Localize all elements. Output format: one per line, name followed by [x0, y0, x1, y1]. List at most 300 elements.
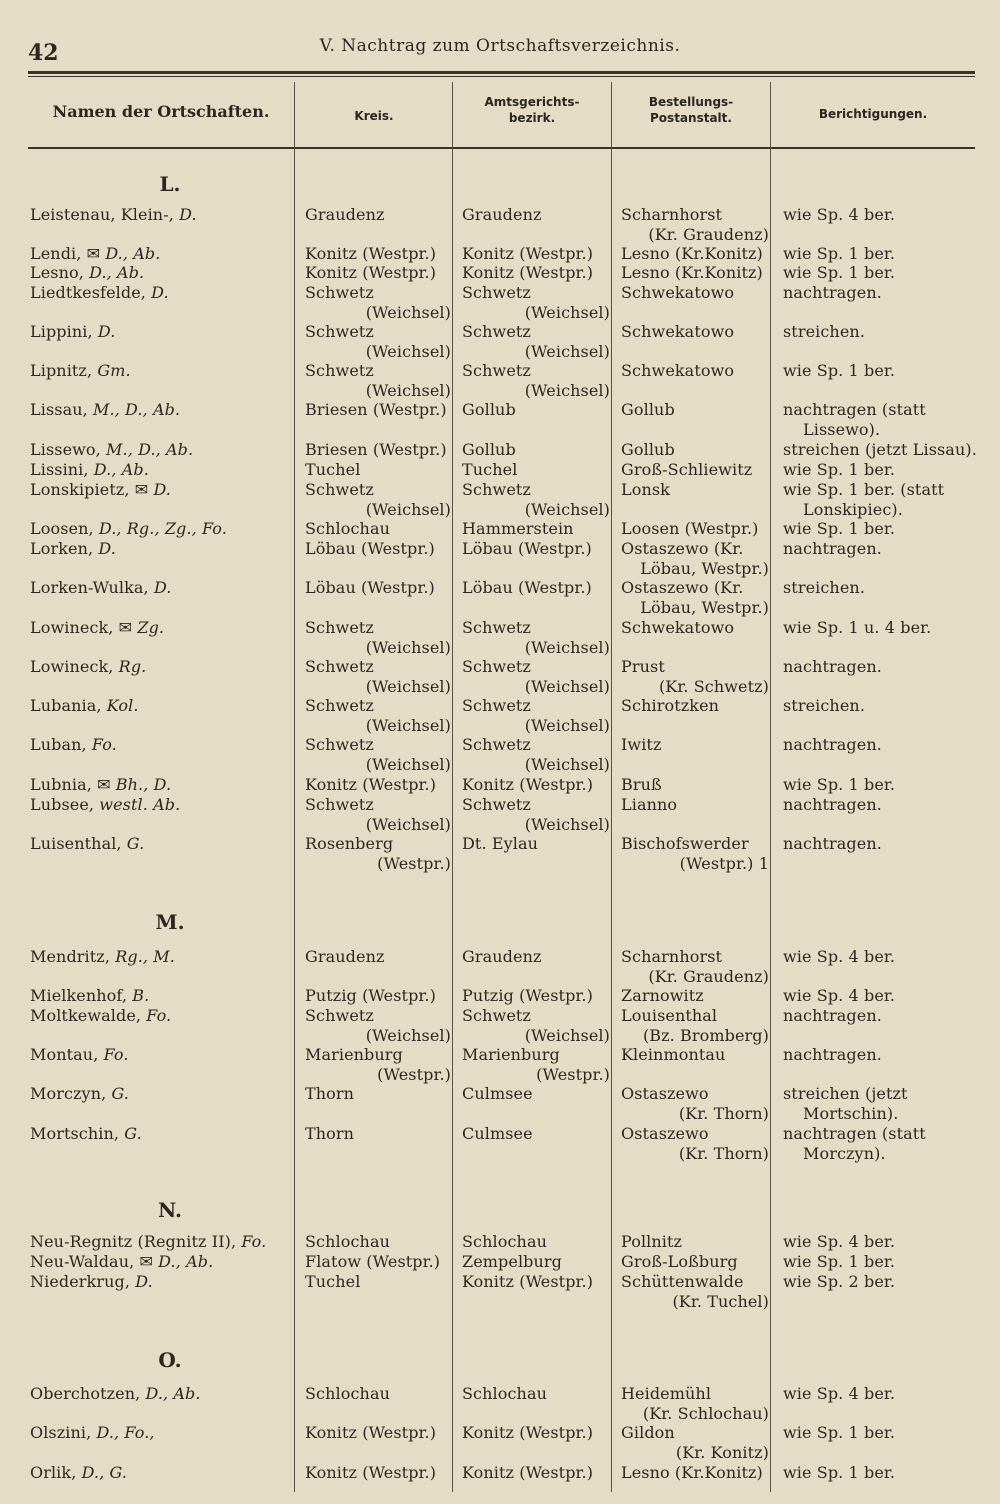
- cell-line: Kleinmontau: [621, 1045, 726, 1064]
- cell-line: Schwekatowo: [621, 283, 735, 302]
- postanstalt-cell: [621, 322, 769, 342]
- place-name-cell: [30, 539, 116, 559]
- cell-line: nachtragen.: [783, 539, 882, 558]
- cell-line: Schlochau: [462, 1384, 547, 1403]
- kreis-cell: [305, 322, 451, 361]
- kreis-cell: [305, 618, 451, 657]
- postanstalt-cell: [621, 1006, 769, 1045]
- place-type: D., Rg., Zg., Fo.: [98, 519, 227, 538]
- amtsgericht-cell: [462, 244, 610, 264]
- cell-line: Schwetz: [305, 480, 374, 499]
- amtsgericht-cell: [462, 947, 610, 967]
- kreis-cell: [305, 1272, 451, 1292]
- column-divider: [294, 82, 295, 1492]
- kreis-cell: [305, 1045, 451, 1084]
- cell-line: Morczyn).: [803, 1143, 886, 1163]
- place-name: Neu-Waldau, ✉: [30, 1252, 159, 1271]
- cell-line: (Weichsel): [365, 341, 451, 361]
- berichtigung-cell: [783, 735, 882, 755]
- place-type: Rg., M.: [115, 947, 175, 966]
- cell-line: Culmsee: [462, 1084, 533, 1103]
- cell-line: Konitz (Westpr.): [462, 1423, 594, 1442]
- postanstalt-cell: [621, 1124, 769, 1163]
- place-name: Lubania,: [30, 696, 107, 715]
- cell-line: Lonskipiec).: [803, 499, 903, 519]
- place-name: Montau,: [30, 1045, 104, 1064]
- cell-line: Graudenz: [462, 205, 542, 224]
- amtsgericht-cell: [462, 618, 610, 657]
- berichtigung-cell: [783, 775, 895, 795]
- berichtigung-cell: [783, 1463, 895, 1483]
- cell-line: Zarnowitz: [621, 986, 704, 1005]
- cell-line: (Weichsel): [524, 676, 610, 696]
- cell-line: Scharnhorst: [621, 205, 723, 224]
- cell-line: (Weichsel): [524, 302, 610, 322]
- header-bottom-rule: [28, 147, 975, 149]
- place-name-cell: [30, 986, 149, 1006]
- cell-line: (Weichsel): [365, 380, 451, 400]
- place-type: G.: [126, 834, 145, 853]
- cell-line: Schwetz: [462, 696, 531, 715]
- table-row: [0, 947, 1000, 986]
- place-name-cell: [30, 1384, 201, 1404]
- cell-line: (Weichsel): [365, 302, 451, 322]
- amtsgericht-cell: [462, 834, 610, 854]
- cell-line: Bischofswerder: [621, 834, 749, 853]
- kreis-cell: [305, 1232, 451, 1252]
- cell-line: Löbau (Westpr.): [462, 539, 592, 558]
- table-row: [0, 735, 1000, 774]
- cell-line: Loosen (Westpr.): [621, 519, 759, 538]
- cell-line: Löbau, Westpr.): [640, 597, 769, 617]
- cell-line: Schwetz: [305, 696, 374, 715]
- cell-line: Löbau (Westpr.): [305, 539, 435, 558]
- cell-line: Konitz (Westpr.): [462, 1272, 594, 1291]
- place-name-cell: [30, 1252, 213, 1272]
- place-name-cell: [30, 283, 169, 303]
- place-name-cell: [30, 947, 175, 967]
- cell-line: Gollub: [462, 440, 516, 459]
- cell-line: (Weichsel): [524, 499, 610, 519]
- cell-line: wie Sp. 1 ber.: [783, 460, 896, 479]
- cell-line: Schüttenwalde: [621, 1272, 744, 1291]
- cell-line: wie Sp. 4 ber.: [783, 1384, 896, 1403]
- amtsgericht-cell: [462, 1272, 610, 1292]
- cell-line: wie Sp. 4 ber.: [783, 205, 896, 224]
- cell-line: Marienburg: [462, 1045, 560, 1064]
- table-row: [0, 1384, 1000, 1423]
- table-row: [0, 696, 1000, 735]
- cell-line: Schwetz: [305, 735, 374, 754]
- amtsgericht-cell: [462, 460, 610, 480]
- cell-line: Pollnitz: [621, 1232, 683, 1251]
- cell-line: (Weichsel): [524, 1025, 610, 1045]
- cell-line: Schirotzken: [621, 696, 720, 715]
- cell-line: Schwekatowo: [621, 618, 735, 637]
- postanstalt-cell: [621, 460, 769, 480]
- place-name: Luisenthal,: [30, 834, 127, 853]
- section-letter: N.: [158, 1198, 182, 1222]
- berichtigung-cell: [783, 1272, 895, 1292]
- place-name-cell: [30, 480, 171, 500]
- berichtigung-cell: [783, 480, 944, 519]
- cell-line: wie Sp. 1 u. 4 ber.: [783, 618, 932, 637]
- cell-line: (Weichsel): [524, 637, 610, 657]
- kreis-cell: [305, 519, 451, 539]
- cell-line: Lonsk: [621, 480, 670, 499]
- cell-line: streichen (jetzt Lissau).: [783, 440, 977, 459]
- kreis-cell: [305, 480, 451, 519]
- kreis-cell: [305, 834, 451, 873]
- place-type: westl. Ab.: [99, 795, 181, 814]
- postanstalt-cell: [621, 1272, 769, 1311]
- cell-line: nachtragen.: [783, 1045, 882, 1064]
- cell-line: (Weichsel): [365, 754, 451, 774]
- table-row: [0, 1272, 1000, 1311]
- amtsgericht-cell: [462, 1252, 610, 1272]
- berichtigung-cell: [783, 519, 895, 539]
- place-type: Fo.: [103, 1045, 129, 1064]
- place-name: Lorken-Wulka,: [30, 578, 154, 597]
- cell-line: nachtragen.: [783, 795, 882, 814]
- column-header-post: Bestellungs- Postanstalt.: [648, 95, 734, 125]
- berichtigung-cell: [783, 205, 895, 225]
- amtsgericht-cell: [462, 400, 610, 420]
- amtsgericht-cell: [462, 539, 610, 559]
- place-name: Lissewo,: [30, 440, 107, 459]
- amtsgericht-cell: [462, 696, 610, 735]
- cell-line: Schwetz: [462, 657, 531, 676]
- cell-line: Graudenz: [305, 947, 385, 966]
- amtsgericht-cell: [462, 480, 610, 519]
- place-name: Lorken,: [30, 539, 99, 558]
- cell-line: Schwetz: [305, 657, 374, 676]
- cell-line: Graudenz: [462, 947, 542, 966]
- cell-line: (Westpr.): [536, 1064, 610, 1084]
- berichtigung-cell: [783, 1384, 895, 1404]
- place-type: D., Ab.: [145, 1384, 201, 1403]
- cell-line: Scharnhorst: [621, 947, 723, 966]
- section-letter: L.: [159, 172, 181, 196]
- table-row: [0, 1252, 1000, 1271]
- cell-line: streichen.: [783, 322, 865, 341]
- place-name: Lissau,: [30, 400, 93, 419]
- cell-line: Lesno (Kr.Konitz): [621, 244, 763, 263]
- cell-line: Groß-Loßburg: [621, 1252, 738, 1271]
- cell-line: (Bz. Bromberg): [642, 1025, 769, 1045]
- cell-line: (Weichsel): [524, 754, 610, 774]
- kreis-cell: [305, 986, 451, 1006]
- place-type: D.: [97, 322, 116, 341]
- place-type: Rg.: [118, 657, 147, 676]
- place-name-cell: [30, 1045, 129, 1065]
- cell-line: Briesen (Westpr.): [305, 400, 447, 419]
- cell-line: (Weichsel): [365, 814, 451, 834]
- cell-line: Schwetz: [462, 322, 531, 341]
- cell-line: Schwetz: [462, 735, 531, 754]
- cell-line: Löbau (Westpr.): [305, 578, 435, 597]
- cell-line: Ostaszewo (Kr.: [621, 578, 744, 597]
- kreis-cell: [305, 205, 451, 225]
- page-number: 42: [28, 40, 59, 66]
- postanstalt-cell: [621, 440, 769, 460]
- place-name-cell: [30, 657, 146, 677]
- place-name-cell: [30, 519, 227, 539]
- place-type: M., D., Ab.: [106, 440, 194, 459]
- cell-line: Marienburg: [305, 1045, 403, 1064]
- place-type: D.: [179, 205, 197, 224]
- berichtigung-cell: [783, 657, 882, 677]
- table-row: [0, 322, 1000, 361]
- cell-line: Schwetz: [462, 795, 531, 814]
- cell-line: nachtragen (statt: [783, 1124, 926, 1143]
- table-row: [0, 834, 1000, 873]
- place-name-cell: [30, 578, 171, 598]
- table-row: [0, 986, 1000, 1005]
- postanstalt-cell: [621, 657, 769, 696]
- cell-line: Graudenz: [305, 205, 385, 224]
- amtsgericht-cell: [462, 322, 610, 361]
- cell-line: (Kr. Schlochau): [642, 1403, 769, 1423]
- cell-line: Culmsee: [462, 1124, 533, 1143]
- postanstalt-cell: [621, 244, 769, 264]
- cell-line: Konitz (Westpr.): [305, 244, 437, 263]
- berichtigung-cell: [783, 1084, 908, 1123]
- table-row: [0, 1124, 1000, 1163]
- place-name: Lipnitz,: [30, 361, 98, 380]
- place-type: Kol.: [106, 696, 139, 715]
- place-name: Luban,: [30, 735, 92, 754]
- berichtigung-cell: [783, 986, 895, 1006]
- berichtigung-cell: [783, 400, 926, 439]
- cell-line: Konitz (Westpr.): [305, 263, 437, 282]
- place-name-cell: [30, 1272, 153, 1292]
- berichtigung-cell: [783, 440, 977, 460]
- place-name: Lowineck, ✉: [30, 618, 138, 637]
- place-name: Lesno,: [30, 263, 90, 282]
- postanstalt-cell: [621, 834, 769, 873]
- place-type: D.: [135, 1272, 153, 1291]
- kreis-cell: [305, 361, 451, 400]
- cell-line: Briesen (Westpr.): [305, 440, 447, 459]
- cell-line: Schwetz: [462, 1006, 531, 1025]
- cell-line: wie Sp. 1 ber.: [783, 1463, 896, 1482]
- section-letter: O.: [158, 1348, 182, 1372]
- amtsgericht-cell: [462, 205, 610, 225]
- place-name: Leistenau, Klein-,: [30, 205, 180, 224]
- postanstalt-cell: [621, 986, 769, 1006]
- kreis-cell: [305, 1384, 451, 1404]
- berichtigung-cell: [783, 1232, 895, 1252]
- cell-line: (Weichsel): [365, 676, 451, 696]
- cell-line: (Westpr.): [377, 1064, 451, 1084]
- place-name-cell: [30, 1006, 171, 1026]
- place-type: D.: [153, 480, 171, 499]
- berichtigung-cell: [783, 1124, 926, 1163]
- kreis-cell: [305, 1463, 451, 1483]
- place-name-cell: [30, 361, 131, 381]
- cell-line: nachtragen.: [783, 283, 882, 302]
- kreis-cell: [305, 283, 451, 322]
- place-name: Lubsee,: [30, 795, 100, 814]
- berichtigung-cell: [783, 361, 895, 381]
- table-row: [0, 539, 1000, 578]
- cell-line: Löbau (Westpr.): [462, 578, 592, 597]
- cell-line: Bruß: [621, 775, 662, 794]
- column-divider: [452, 82, 453, 1492]
- cell-line: Zempelburg: [462, 1252, 563, 1271]
- cell-line: Ostaszewo: [621, 1084, 709, 1103]
- cell-line: nachtragen.: [783, 657, 882, 676]
- cell-line: Schlochau: [462, 1232, 547, 1251]
- place-type: Fo.: [91, 735, 117, 754]
- place-type: D.: [151, 283, 169, 302]
- place-name: Lissini,: [30, 460, 94, 479]
- kreis-cell: [305, 775, 451, 795]
- cell-line: nachtragen (statt: [783, 400, 926, 419]
- place-type: D., Ab.: [89, 263, 145, 282]
- postanstalt-cell: [621, 795, 769, 815]
- cell-line: wie Sp. 1 ber.: [783, 775, 896, 794]
- cell-line: wie Sp. 4 ber.: [783, 947, 896, 966]
- cell-line: (Weichsel): [524, 341, 610, 361]
- place-name-cell: [30, 1463, 127, 1483]
- amtsgericht-cell: [462, 1006, 610, 1045]
- place-name: Niederkrug,: [30, 1272, 136, 1291]
- cell-line: Schwekatowo: [621, 322, 735, 341]
- table-row: [0, 1232, 1000, 1251]
- cell-line: (Kr. Tuchel): [672, 1291, 769, 1311]
- postanstalt-cell: [621, 400, 769, 420]
- kreis-cell: [305, 1423, 451, 1443]
- cell-line: Schlochau: [305, 1384, 390, 1403]
- cell-line: Gollub: [621, 400, 675, 419]
- kreis-cell: [305, 657, 451, 696]
- place-type: Fo.: [241, 1232, 267, 1251]
- table-row: [0, 480, 1000, 519]
- cell-line: Schlochau: [305, 1232, 390, 1251]
- cell-line: Mortschin).: [803, 1103, 899, 1123]
- cell-line: (Westpr.): [377, 853, 451, 873]
- table-row: [0, 1045, 1000, 1084]
- postanstalt-cell: [621, 1463, 769, 1483]
- kreis-cell: [305, 400, 451, 420]
- place-name: Oberchotzen,: [30, 1384, 146, 1403]
- cell-line: Konitz (Westpr.): [462, 263, 594, 282]
- column-header-kreis: Kreis.: [354, 109, 394, 123]
- amtsgericht-cell: [462, 986, 610, 1006]
- column-header-ber: Berichtigungen.: [818, 107, 928, 121]
- cell-line: Putzig (Westpr.): [305, 986, 436, 1005]
- postanstalt-cell: [621, 578, 769, 617]
- cell-line: Putzig (Westpr.): [462, 986, 593, 1005]
- place-type: D., Ab.: [105, 244, 161, 263]
- column-divider: [611, 82, 612, 1492]
- cell-line: Flatow (Westpr.): [305, 1252, 441, 1271]
- cell-line: (Weichsel): [365, 1025, 451, 1045]
- postanstalt-cell: [621, 1045, 769, 1065]
- cell-line: Tuchel: [305, 460, 361, 479]
- place-name: Morczyn,: [30, 1084, 112, 1103]
- postanstalt-cell: [621, 618, 769, 638]
- table-row: [0, 440, 1000, 459]
- place-name: Lippini,: [30, 322, 98, 341]
- kreis-cell: [305, 947, 451, 967]
- postanstalt-cell: [621, 1384, 769, 1423]
- cell-line: wie Sp. 2 ber.: [783, 1272, 896, 1291]
- cell-line: (Weichsel): [524, 814, 610, 834]
- amtsgericht-cell: [462, 263, 610, 283]
- cell-line: Schwetz: [305, 283, 374, 302]
- table-row: [0, 578, 1000, 617]
- cell-line: Konitz (Westpr.): [305, 775, 437, 794]
- table-row: [0, 460, 1000, 479]
- kreis-cell: [305, 696, 451, 735]
- table-row: [0, 519, 1000, 538]
- cell-line: Dt. Eylau: [462, 834, 539, 853]
- place-type: G.: [111, 1084, 129, 1103]
- amtsgericht-cell: [462, 657, 610, 696]
- berichtigung-cell: [783, 539, 882, 559]
- berichtigung-cell: [783, 263, 895, 283]
- berichtigung-cell: [783, 1006, 882, 1026]
- postanstalt-cell: [621, 519, 769, 539]
- cell-line: wie Sp. 1 ber.: [783, 519, 896, 538]
- place-name: Lendi, ✉: [30, 244, 106, 263]
- place-type: Fo.: [146, 1006, 172, 1025]
- cell-line: wie Sp. 1 ber.: [783, 244, 896, 263]
- place-name-cell: [30, 735, 117, 755]
- amtsgericht-cell: [462, 519, 610, 539]
- place-name-cell: [30, 696, 139, 716]
- amtsgericht-cell: [462, 440, 610, 460]
- place-name-cell: [30, 400, 180, 420]
- place-name-cell: [30, 795, 180, 815]
- cell-line: Schwetz: [462, 361, 531, 380]
- postanstalt-cell: [621, 775, 769, 795]
- column-header-name: Namen der Ortschaften.: [52, 102, 270, 121]
- cell-line: (Kr. Thorn): [678, 1103, 769, 1123]
- postanstalt-cell: [621, 947, 769, 986]
- berichtigung-cell: [783, 244, 895, 264]
- cell-line: Gollub: [621, 440, 675, 459]
- table-row: [0, 618, 1000, 657]
- postanstalt-cell: [621, 361, 769, 381]
- place-name: Mortschin,: [30, 1124, 125, 1143]
- cell-line: Schwetz: [305, 322, 374, 341]
- cell-line: (Kr. Schwetz): [658, 676, 769, 696]
- place-name-cell: [30, 205, 197, 225]
- place-name-cell: [30, 834, 144, 854]
- place-name: Lubnia, ✉: [30, 775, 116, 794]
- postanstalt-cell: [621, 263, 769, 283]
- table-row: [0, 795, 1000, 834]
- place-name: Orlik,: [30, 1463, 82, 1482]
- amtsgericht-cell: [462, 283, 610, 322]
- place-name: Lonskipietz, ✉: [30, 480, 154, 499]
- amtsgericht-cell: [462, 775, 610, 795]
- place-type: G.: [124, 1124, 142, 1143]
- cell-line: nachtragen.: [783, 1006, 882, 1025]
- cell-line: Tuchel: [462, 460, 518, 479]
- berichtigung-cell: [783, 283, 882, 303]
- place-type: D.: [153, 578, 172, 597]
- amtsgericht-cell: [462, 795, 610, 834]
- postanstalt-cell: [621, 539, 769, 578]
- berichtigung-cell: [783, 1045, 882, 1065]
- amtsgericht-cell: [462, 1384, 610, 1404]
- berichtigung-cell: [783, 1423, 895, 1443]
